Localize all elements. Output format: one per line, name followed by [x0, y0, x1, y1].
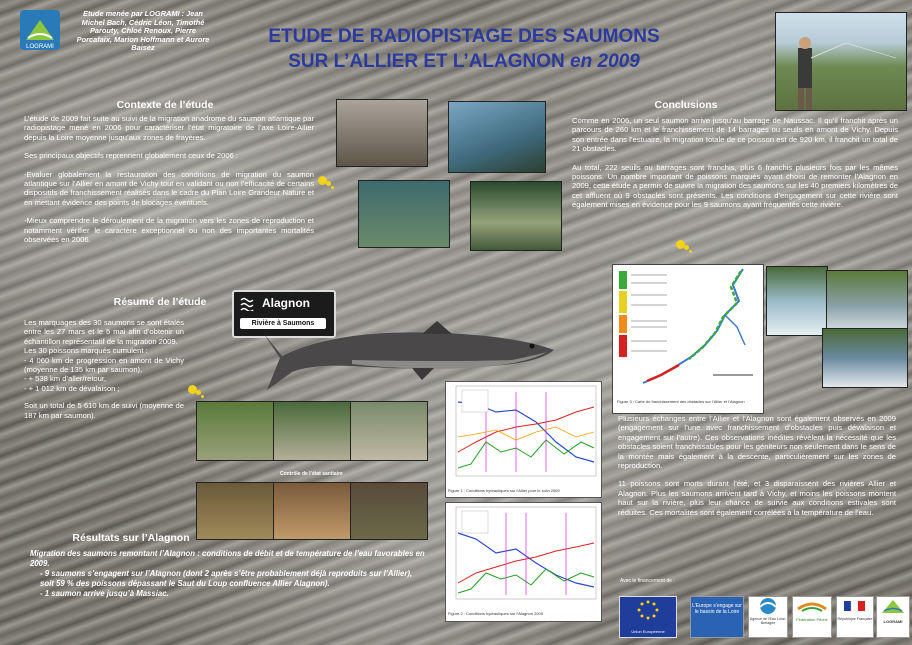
chart-allier	[445, 381, 602, 498]
photo-weir-2	[826, 270, 908, 330]
republique-logo-text: République Française	[837, 617, 873, 621]
chart-allier-caption: Figure 1 : Conditions hydrauliques sur l’Allier pour le suivi 2009	[448, 488, 560, 493]
summary-p1: Les marquages des 30 saumons se sont étalés entre les 27 mars et le 5 mai afin d’obtenir un échantillon représentatif de la migration 2009.	[24, 318, 184, 346]
title-year: en 2009	[570, 51, 640, 72]
photo-sanitary-2	[273, 401, 351, 461]
conclusions-p4: 11 poissons sont morts durant l’été, et 3 disparaissent des rivières Allier et Alagnon. Plus les saumons arrivent tard à Vichy, et moins les poissons montent haut sur la rivière, plus leur chance de survie aux conditions estivales sont réduites. Ces mortalités sont également corrélées à la température de l’eau.	[618, 479, 896, 517]
photo-sanitary-1	[196, 401, 274, 461]
photo-salmon-1	[196, 482, 274, 540]
summary-l1: - 4 060 km de progression en amont de Vichy (moyenne de 135 km par saumon),	[24, 355, 184, 375]
chart-alagnon-caption: Figure 2 : Conditions hydrauliques sur l’Alagnon 2009	[448, 611, 543, 616]
svg-text:LOGRAMI: LOGRAMI	[26, 44, 54, 50]
map-caption: Figure 3 : Carte du franchissement des obstacles sur l’Allier et l’Alagnon	[617, 399, 745, 404]
title-line-2: SUR L’ALLIER ET L’ALAGNON en 2009	[288, 51, 640, 72]
alagnon-l1: - 9 saumons s’engagent sur l’Alagnon (dont 2 après s’être probablement déjà reproduits sur l’Allier), soit 59 % des poissons dépassant le Saut du Loup confluence Allier Alagnon).	[40, 569, 413, 588]
photo-salmon-net	[470, 181, 562, 251]
waves-icon	[240, 297, 258, 316]
title-line-1: ETUDE DE RADIOPISTAGE DES SAUMONS	[268, 26, 660, 47]
credits: Etude menée par LOGRAMI : Jean Michel Bach, Cédric Léon, Timothé Parouty, Chloé Renoux, Pierre Porcafaix, Marion Hoffmann et Aurore Baisez	[76, 9, 210, 53]
alagnon-heading: Résultats sur l’Alagnon	[72, 532, 190, 544]
context-p2: Ses principaux objectifs reprennent globalement ceux de 2006 :	[24, 151, 239, 161]
sign-river-name: Alagnon	[262, 296, 310, 310]
summary-l3: - + 1 012 km de dévalaison ;	[24, 383, 120, 393]
photo-fish-trap	[336, 99, 428, 167]
bullet-icon	[188, 385, 197, 394]
agence-eau-logo-text: Agence de l’Eau Loire-Bretagne	[749, 617, 787, 625]
summary-text	[24, 318, 184, 420]
obstacle-map	[612, 264, 764, 414]
chart-alagnon	[445, 502, 602, 622]
summary-p3: Soit un total de 5 610 km de suivi (moyenne de 187 km par saumon).	[24, 401, 184, 420]
photo-team-tank	[358, 180, 450, 248]
conclusions-p3: Plusieurs échanges entre l’Allier et l’Alagnon sont également observés en 2009 (engagement sur l’une avec franchissement d’obstacles puis dévalaison et engagement sur l’autre). Ces observations inédites révèlent la nécessité que les obstacles soient franchissables pour les géniteurs non seulement dans le sens de la montée mais également à la descente, particulièrement sur les zones de reproduction.	[618, 414, 896, 471]
europe-loire-logo	[690, 596, 744, 638]
conclusions-p2: Au total, 222 seuils ou barrages sont franchis, plus 6 franchis plusieurs fois par les mêmes poissons. Un nombre important de poissons marqués ayant choisi de remonter l’Alagnon en 2009, cette étude a permis de suivre la migration des saumons sur les 40 premiers kilomètres de cet affluent où 9 obstacles sont présents. Les conditions d’engagement sur cette rivière sont également mises en évidence pour les 9 saumons ayant fréquentés cette rivière.	[572, 162, 898, 210]
summary-l2: - + 538 km d’aller/retour,	[24, 374, 107, 384]
peche-logo-text: Fédération Pêche	[796, 617, 828, 622]
eu-logo-text: Union Européenne	[631, 629, 665, 634]
logrami-small-logo	[876, 596, 910, 638]
agence-eau-logo	[748, 596, 788, 638]
context-p1: L’étude de 2009 fait suite au suivi de la migration anadrome du saumon atlantique par radiopistage mené en 2006 pour caractériser l’état migratoire de l’axe Loire-Allier depuis la Loire moyenne jusqu’aux zones de frayères.	[24, 114, 314, 142]
funding-label: Avec le financement de :	[620, 578, 675, 584]
alagnon-text	[30, 549, 425, 599]
peche-logo	[792, 596, 832, 638]
republique-logo	[836, 596, 874, 638]
photo-fish-pass	[822, 328, 908, 388]
alagnon-intro: Migration des saumons remontant l’Alagnon : conditions de débit et de température de l’eau favorables en 2009.	[30, 549, 425, 568]
photo-caption: Contrôle de l’état sanitaire	[280, 471, 343, 477]
context-p3: -Evaluer globalement la restauration des conditions de migration du saumon atlantique sur l’Allier en amont de Vichy tout en validant ou non l’efficacité de certains dispositifs de franchissement réalisés dans le cadre du Plan Loire Grandeur Nature et en mettant évidence des points de blocages éventuels.	[24, 169, 314, 207]
eu-logo	[619, 596, 677, 638]
europe-loire-logo-text: L’Europe s’engage sur le bassin de la Loire	[692, 603, 742, 615]
summary-p2: Les 30 poissons marqués cumulent :	[24, 346, 148, 356]
photo-sanitary-3	[350, 401, 428, 461]
summary-heading: Résumé de l’étude	[113, 296, 207, 308]
sign-subtitle: Rivière à Saumons	[240, 318, 326, 329]
context-text	[24, 114, 314, 244]
fisherman-photo	[775, 12, 907, 111]
logrami-small-logo-text: LOGRAMI	[883, 619, 903, 624]
conclusions-text	[572, 116, 898, 210]
photo-handling-fish	[448, 101, 546, 173]
context-heading: Contexte de l’étude	[116, 99, 214, 111]
logrami-logo	[20, 10, 60, 50]
photo-weir-1	[766, 266, 828, 336]
page-title	[216, 24, 712, 74]
bullet-icon	[676, 240, 685, 249]
photo-salmon-2	[273, 482, 351, 540]
alagnon-l2: - 1 saumon arrive jusqu’à Massiac.	[40, 589, 169, 598]
conclusions-p1: Comme en 2006, un seul saumon arrive jusqu’au barrage de Naussac. Il qu’il franchit après un parcours de 260 km et le franchissement de 14 barrages ou seuils en amont de Vichy. Depuis son entrée dans l’estuaire, la migration totale de ce poisson est de 920 km, il franchit un total de 21 obstacles.	[572, 116, 898, 154]
photo-salmon-mouth	[350, 482, 428, 540]
context-p4: -Mieux comprendre le déroulement de la migration vers les zones de reproduction et notamment vérifier le caractère exceptionnel ou non des importantes mortalités observées en 2006.	[24, 216, 314, 245]
bullet-icon	[318, 176, 327, 185]
conclusions-heading: Conclusions	[654, 99, 718, 111]
conclusions-text-2	[618, 414, 896, 517]
